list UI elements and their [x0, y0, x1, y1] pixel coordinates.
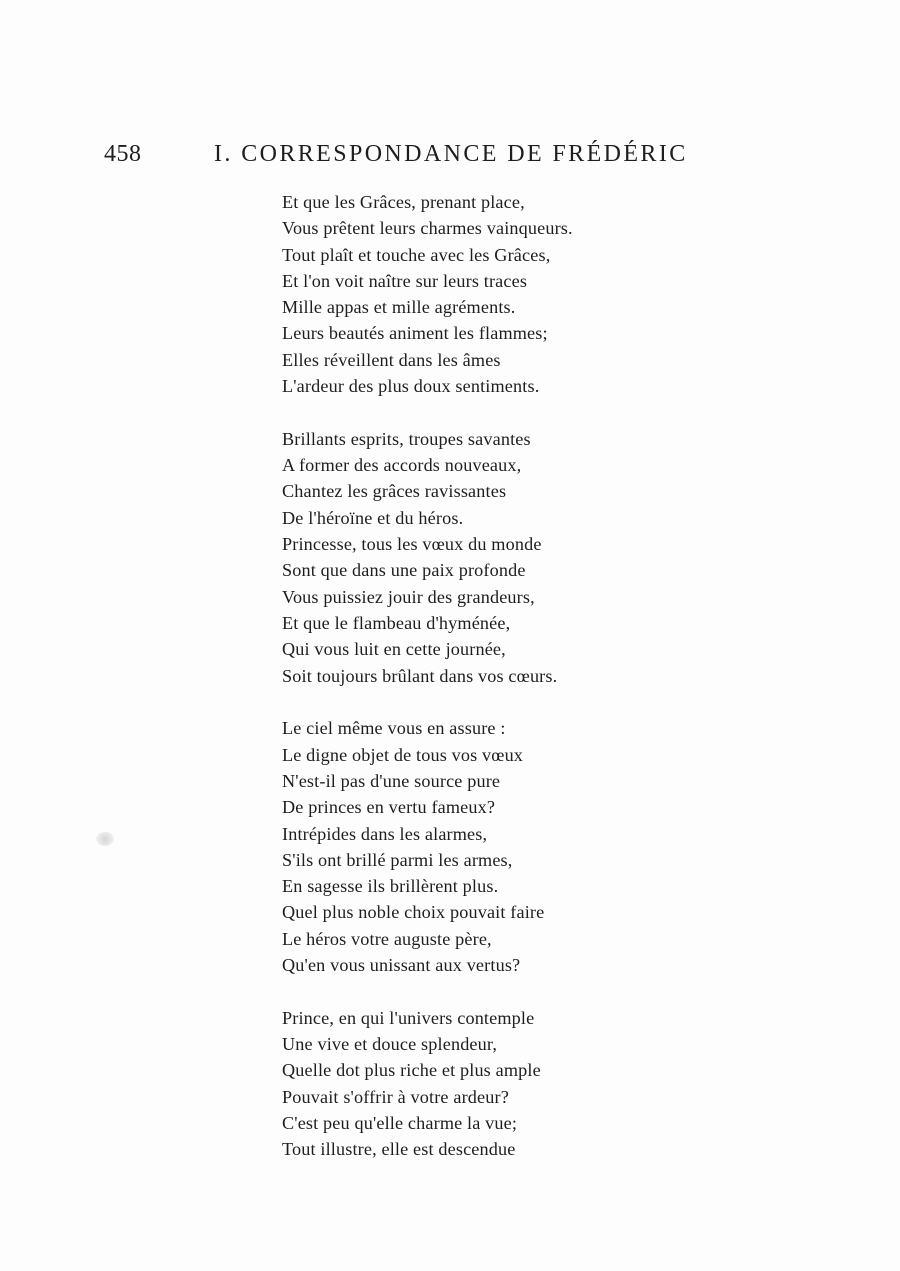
poem-line: A former des accords nouveaux, — [282, 455, 522, 476]
poem-line: Tout plaît et touche avec les Grâces, — [282, 244, 551, 265]
poem-line: Chantez les grâces ravissantes — [282, 481, 507, 502]
poem-line: Sont que dans une paix profonde — [282, 560, 526, 581]
poem-line: Et que le flambeau d'hyménée, — [282, 612, 511, 633]
poem-line: Quel plus noble choix pouvait faire — [282, 902, 545, 923]
poem-line: Elles réveillent dans les âmes — [282, 349, 501, 370]
poem-line: Vous puissiez jouir des grandeurs, — [282, 586, 535, 607]
poem-line: Qui vous luit en cette journée, — [282, 639, 506, 660]
poem-line: En sagesse ils brillèrent plus. — [282, 876, 499, 897]
poem-line: Une vive et douce splendeur, — [282, 1034, 498, 1055]
poem-line: Intrépides dans les alarmes, — [282, 823, 488, 844]
poem-line: Mille appas et mille agréments. — [282, 297, 516, 318]
poem-line: N'est-il pas d'une source pure — [282, 770, 501, 791]
poem-line: Et l'on voit naître sur leurs traces — [282, 270, 528, 291]
stanza-2 — [282, 426, 702, 689]
poem-line: Quelle dot plus riche et plus ample — [282, 1060, 541, 1081]
running-title: I. CORRESPONDANCE DE FRÉDÉRIC — [214, 141, 688, 167]
poem-line: Le ciel même vous en assure : — [282, 718, 506, 739]
poem-line: Soit toujours brûlant dans vos cœurs. — [282, 665, 558, 686]
poem-line: Et que les Grâces, prenant place, — [282, 192, 525, 212]
poem-line: De l'héroïne et du héros. — [282, 507, 464, 528]
poem-line: Tout illustre, elle est descendue — [282, 1139, 516, 1160]
poem-line: C'est peu qu'elle charme la vue; — [282, 1113, 518, 1133]
poem-line: Pouvait s'offrir à votre ardeur? — [282, 1086, 509, 1107]
poem-line: Vous prêtent leurs charmes vainqueurs. — [282, 218, 573, 239]
stanza-4 — [282, 1005, 702, 1163]
poem-line: Prince, en qui l'univers contemple — [282, 1007, 535, 1028]
poem-line: L'ardeur des plus doux sentiments. — [282, 376, 540, 397]
poem-line: De princes en vertu fameux? — [282, 797, 496, 818]
page-number: 458 — [104, 141, 142, 167]
poem-line: Le digne objet de tous vos vœux — [282, 744, 524, 765]
poem-line: Princesse, tous les vœux du monde — [282, 534, 542, 555]
poem-line: Qu'en vous unissant aux vertus? — [282, 955, 521, 976]
poem-line: Brillants esprits, troupes savantes — [282, 428, 531, 449]
stanza-1 — [282, 189, 702, 399]
stanza-3 — [282, 715, 702, 978]
poem-line: S'ils ont brillé parmi les armes, — [282, 849, 513, 870]
page-header — [104, 141, 744, 175]
poem — [282, 189, 702, 1189]
poem-line: Le héros votre auguste père, — [282, 928, 492, 949]
poem-line: Leurs beautés animent les flammes; — [282, 323, 548, 344]
ink-smudge — [96, 832, 114, 846]
